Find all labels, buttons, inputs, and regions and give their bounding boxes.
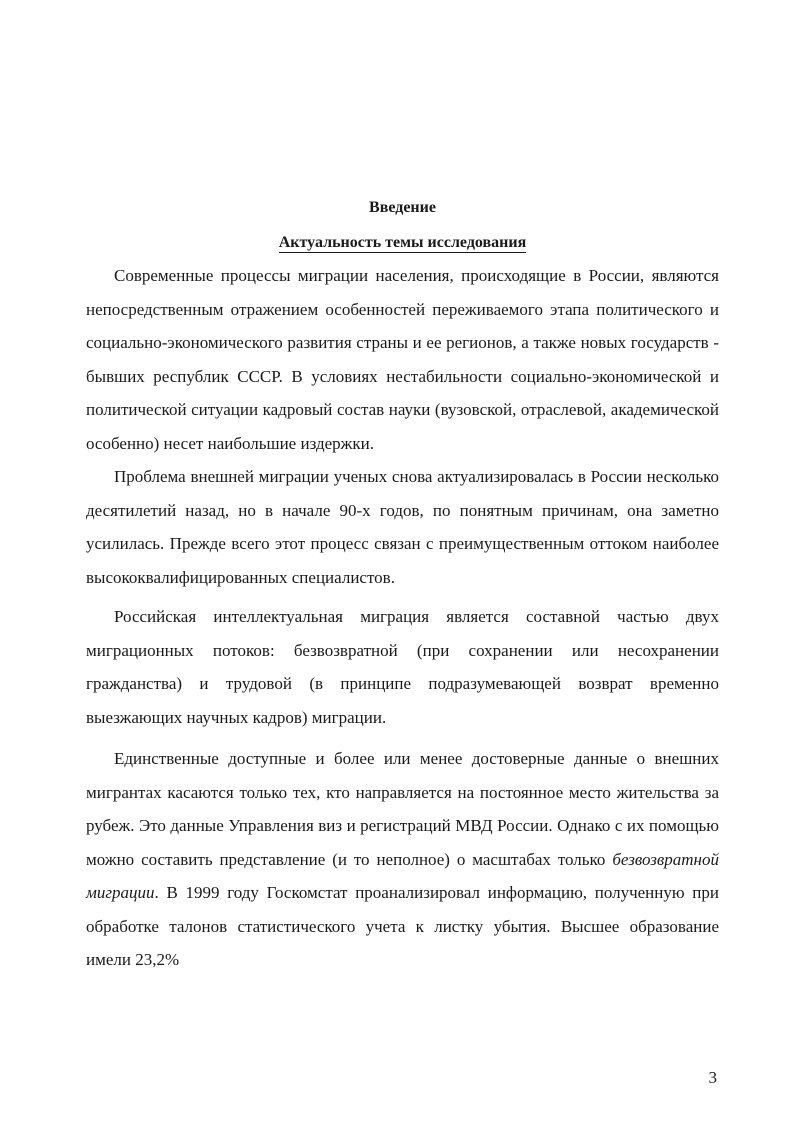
section-subheading: [86, 229, 719, 256]
paragraph-4-text-end: . В 1999 году Госкомстат проанализировал информацию, полученную при обработке талонов статистического учета к листку убытия. Высшее образование имели 23,2%: [86, 883, 719, 969]
paragraph-4: [86, 742, 719, 977]
paragraph-1: Современные процессы миграции населения, происходящие в России, являются непосредственным отражением особенностей переживаемого этапа политического и социально-экономического развития страны и ее регионов, а также новых государств - бывших республик СССР. В условиях нестабильности социально-экономической и политической ситуации кадровый состав науки (вузовской, отраслевой, академической особенно) несет наибольшие издержки.: [86, 266, 719, 453]
paragraph-4-italic-term: безвозвратной миграции: [86, 849, 719, 902]
paragraph-4-text-start: Единственные доступные и более или менее достоверные данные о внешних мигрантах касаются только тех, кто направляется на постоянное место жительства за рубеж. Это данные Управления виз и регистраций МВД России. Однако с их помощью можно составить представление (и то неполное) о масштабах только: [86, 749, 719, 869]
paragraph-2: Проблема внешней миграции ученых снова актуализировалась в России несколько десятилетий назад, но в начале 90-х годов, по понятным причинам, она заметно усилилась. Прежде всего этот процесс связан с преимущественным оттоком наиболее высококвалифицированных специалистов.: [86, 467, 719, 587]
document-body: [86, 194, 719, 977]
page-number: 3: [708, 1068, 717, 1087]
subheading-text: Актуальность темы исследования: [278, 234, 527, 251]
paragraph-3: Российская интеллектуальная миграция является составной частью двух миграционных потоков: безвозвратной (при сохранении или несохранении гражданства) и трудовой (в принципе подразумевающей возврат временно выезжающих научных кадров) миграции.: [86, 607, 719, 727]
page-title: Введение: [369, 199, 436, 216]
